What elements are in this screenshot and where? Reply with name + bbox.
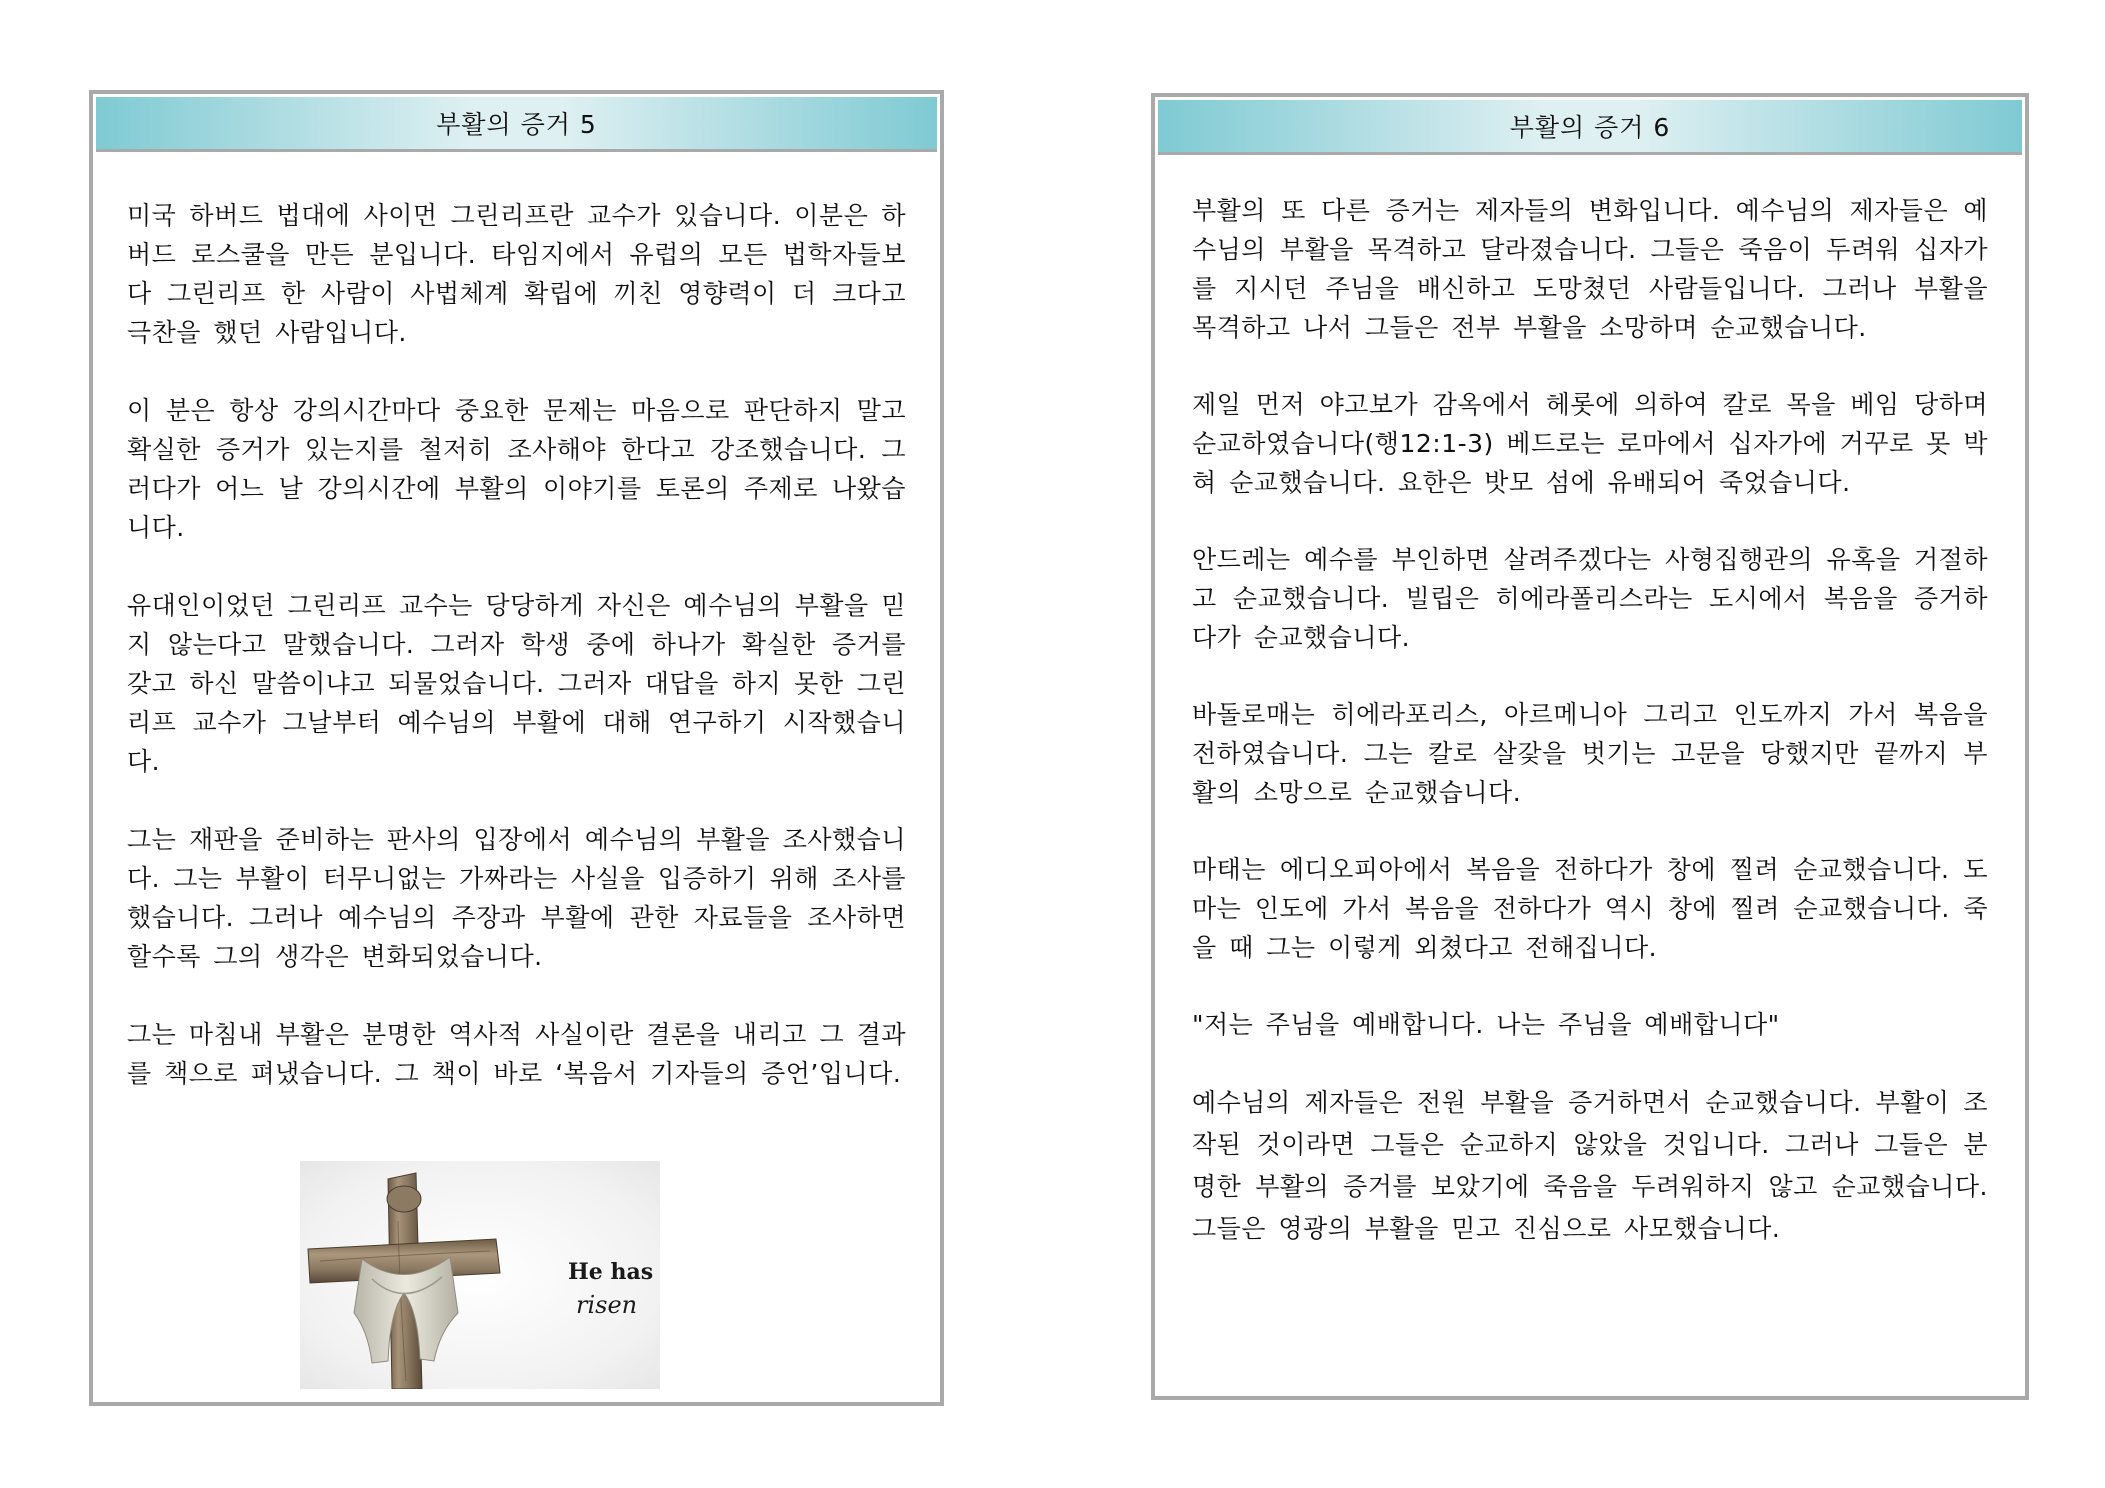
left-paragraph-4: 그는 재판을 준비하는 판사의 입장에서 예수님의 부활을 조사했습니다. 그는 부활이 터무니없는 가짜라는 사실을 입증하기 위해 조사를 했습니다. 그러나 예수님의 주장과 부활에 관한 자료들을 조사하면 할수록 그의 생각은 변화되었습니다. [127,825,906,971]
cross-illustration [300,1161,660,1389]
right-paragraph-5: 마태는 에디오피아에서 복음을 전하다가 창에 찔려 순교했습니다. 도마는 인도에 가서 복음을 전하다가 역시 창에 찔려 순교했습니다. 죽을 때 그는 이렇게 외쳤다고 전해집니다. [1192,855,1988,962]
right-page-panel [1151,93,2029,1400]
image-caption-line1: He has [568,1259,654,1285]
right-page-header [1158,100,2022,155]
right-paragraph-1: 부활의 또 다른 증거는 제자들의 변화입니다. 예수님의 제자들은 예수님의 부활을 목격하고 달라졌습니다. 그들은 죽음이 두려워 십자가를 지시던 주님을 배신하고 도망쳤던 사람들입니다. 그러나 부활을 목격하고 나서 그들은 전부 부활을 소망하며 순교했습니다. [1192,196,1988,342]
right-paragraph-7: 예수님의 제자들은 전원 부활을 증거하면서 순교했습니다. 부활이 조작된 것이라면 그들은 순교하지 않았을 것입니다. 그러나 그들은 분명한 부활의 증거를 보았기에 죽음을 두려워하지 않고 순교했습니다. 그들은 영광의 부활을 믿고 진심으로 사모했습니다. [1192,1088,1988,1243]
right-paragraph-3: 안드레는 예수를 부인하면 살려주겠다는 사형집행관의 유혹을 거절하고 순교했습니다. 빌립은 히에라폴리스라는 도시에서 복음을 증거하다가 순교했습니다. [1192,545,1988,652]
left-page-panel [89,90,944,1406]
left-paragraph-5: 그는 마침내 부활은 분명한 역사적 사실이란 결론을 내리고 그 결과를 책으로 펴냈습니다. 그 책이 바로 ‘복음서 기자들의 증언’입니다. [127,1020,906,1088]
left-paragraph-3: 유대인이었던 그린리프 교수는 당당하게 자신은 예수님의 부활을 믿지 않는다고 말했습니다. 그러자 학생 중에 하나가 확실한 증거를 갖고 하신 말씀이냐고 되물었습니다. 그러자 대답을 하지 못한 그린리프 교수가 그날부터 예수님의 부활에 대해 연구하기 시작했습니다. [127,591,906,776]
left-paragraph-1: 미국 하버드 법대에 사이먼 그린리프란 교수가 있습니다. 이분은 하버드 로스쿨을 만든 분입니다. 타임지에서 유럽의 모든 법학자들보다 그린리프 한 사람이 사법체계 확립에 끼친 영향력이 더 크다고 극찬을 했던 사람입니다. [127,201,906,347]
right-paragraph-6-quote: "저는 주님을 예배합니다. 나는 주님을 예배합니다" [1192,1010,1780,1039]
right-page-body [1192,191,1988,1288]
left-page-body [127,196,906,1132]
right-paragraph-4: 바돌로매는 히에라포리스, 아르메니아 그리고 인도까지 가서 복음을 전하였습니다. 그는 칼로 살갗을 벗기는 고문을 당했지만 끝까지 부활의 소망으로 순교했습니다. [1192,700,1988,807]
left-page-header [96,97,937,152]
image-caption-line2: risen [576,1291,638,1319]
left-paragraph-2: 이 분은 항상 강의시간마다 중요한 문제는 마음으로 판단하지 말고 확실한 증거가 있는지를 철저히 조사해야 한다고 강조했습니다. 그러다가 어느 날 강의시간에 부활의 이야기를 토론의 주제로 나왔습니다. [127,396,906,542]
left-page-title: 부활의 증거 5 [436,110,597,139]
right-page-title: 부활의 증거 6 [1509,113,1671,142]
right-paragraph-2: 제일 먼저 야고보가 감옥에서 헤롯에 의하여 칼로 목을 베임 당하며 순교하였습니다(행12:1-3) 베드로는 로마에서 십자가에 거꾸로 못 박혀 순교했습니다. 요한은 밧모 섬에 유배되어 죽었습니다. [1192,390,1988,497]
